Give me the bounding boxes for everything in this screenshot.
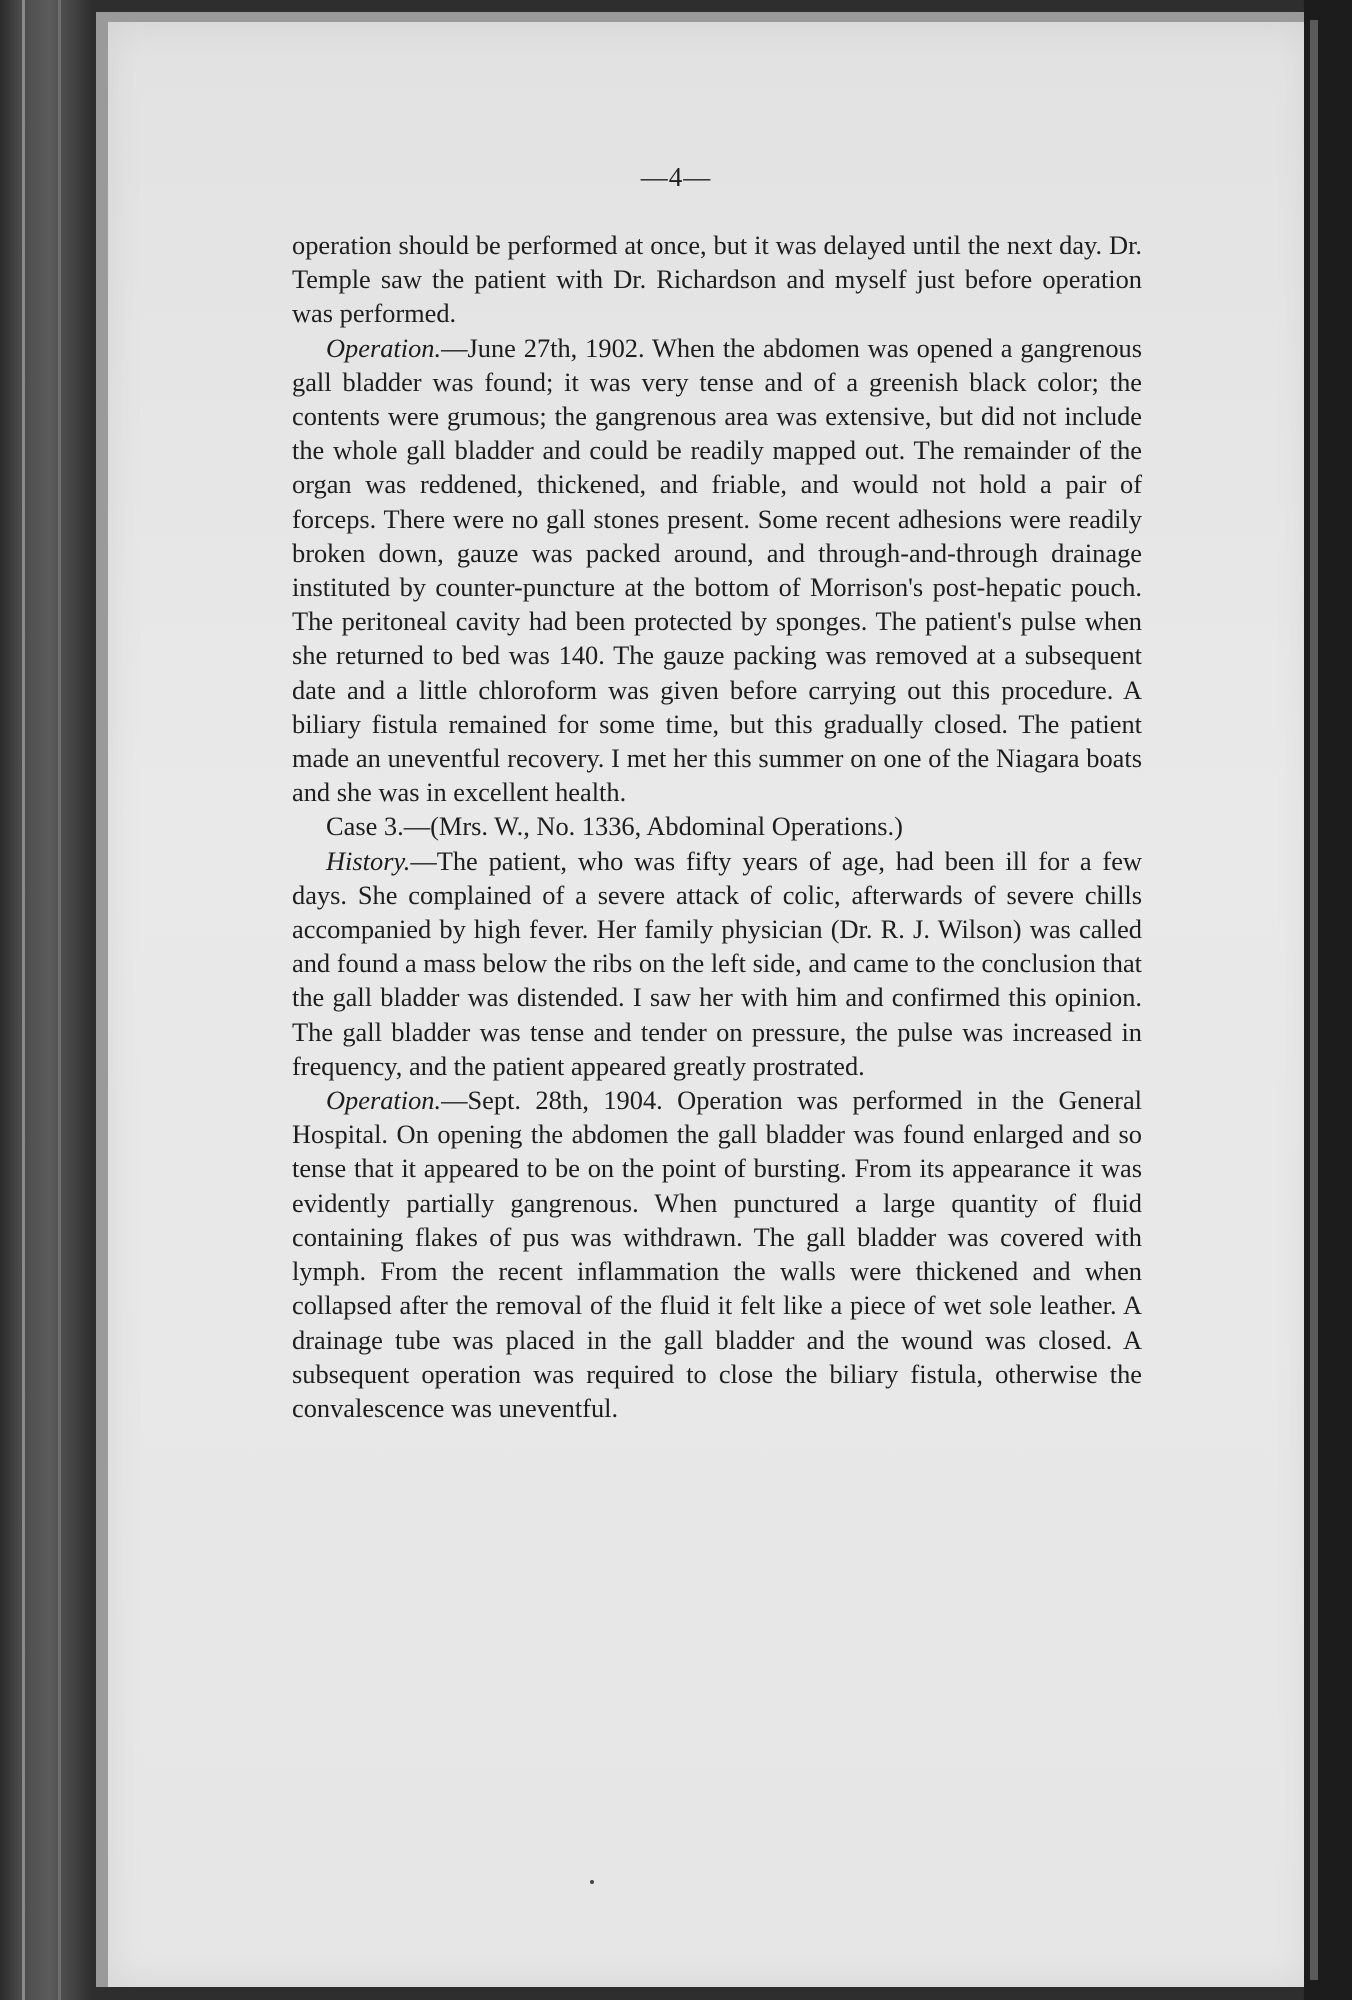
adjacent-page-edge — [1310, 20, 1318, 1980]
paragraph-lead: Operation. — [326, 1085, 442, 1116]
paragraph-continuation — [292, 228, 1142, 331]
paragraph-lead: Operation. — [326, 332, 442, 363]
paragraph-text: operation should be performed at once, but it was delayed until the next day. Dr. Temple saw the patient with Dr. Richardson and myself just before operation was performed. — [292, 230, 1142, 329]
case-heading — [292, 809, 1142, 843]
paragraph-text: —Sept. 28th, 1904. Operation was performed in the General Hospital. On opening the abdomen the gall bladder was found enlarged and so tense that it appeared to be on the point of bursting. From its appearance it was evidently partially gangrenous. When punctured a large quantity of fluid containing flakes of pus was withdrawn. The gall bladder was covered with lymph. From the recent inflammation the walls were thickened and when collapsed after the removal of the fluid it felt like a piece of wet sole leather. A drainage tube was placed in the gall bladder and the wound was closed. A subsequent operation was required to close the biliary fistula, otherwise the convalescence was uneventful. — [292, 1085, 1142, 1423]
paragraph-operation-1902 — [292, 331, 1142, 810]
paragraph-text: —The patient, who was fifty years of age, had been ill for a few days. She complained of a severe attack of colic, afterwards of severe chills accompanied by high fever. Her family physician (Dr. R. J. Wilson) was called and found a mass below the ribs on the left side, and came to the conclusion that the gall bladder was distended. I saw her with him and confirmed this opinion. The gall bladder was tense and tender on pressure, the pulse was increased in frequency, and the patient appeared greatly prostrated. — [292, 845, 1142, 1081]
binding-edge-line — [22, 0, 25, 2000]
paragraph-operation-1904 — [292, 1083, 1142, 1425]
page-number: —4— — [640, 162, 712, 192]
paragraph-history — [292, 844, 1142, 1083]
paper-speck — [590, 1880, 594, 1884]
paragraph-text: —June 27th, 1902. When the abdomen was opened a gangrenous gall bladder was found; it was very tense and of a greenish black color; the contents were grumous; the gangrenous area was extensive, but did not include the whole gall bladder and could be readily mapped out. The remainder of the organ was reddened, thickened, and friable, and would not hold a pair of forceps. There were no gall stones present. Some recent adhesions were readily broken down, gauze was packed around, and through-and-through drainage instituted by counter-puncture at the bottom of Morrison's post-hepatic pouch. The peritoneal cavity had been protected by sponges. The patient's pulse when she returned to bed was 140. The gauze packing was removed at a subsequent date and a little chloroform was given before carrying out this procedure. A biliary fistula remained for some time, but this gradually closed. The patient made an uneventful recovery. I met her this summer on one of the Niagara boats and she was in excellent health. — [292, 332, 1142, 808]
paragraph-text: Case 3.—(Mrs. W., No. 1336, Abdominal Operations.) — [326, 811, 903, 842]
body-text — [292, 228, 1142, 1425]
paragraph-lead: History. — [326, 845, 411, 876]
binding-edge-line — [58, 0, 61, 2000]
